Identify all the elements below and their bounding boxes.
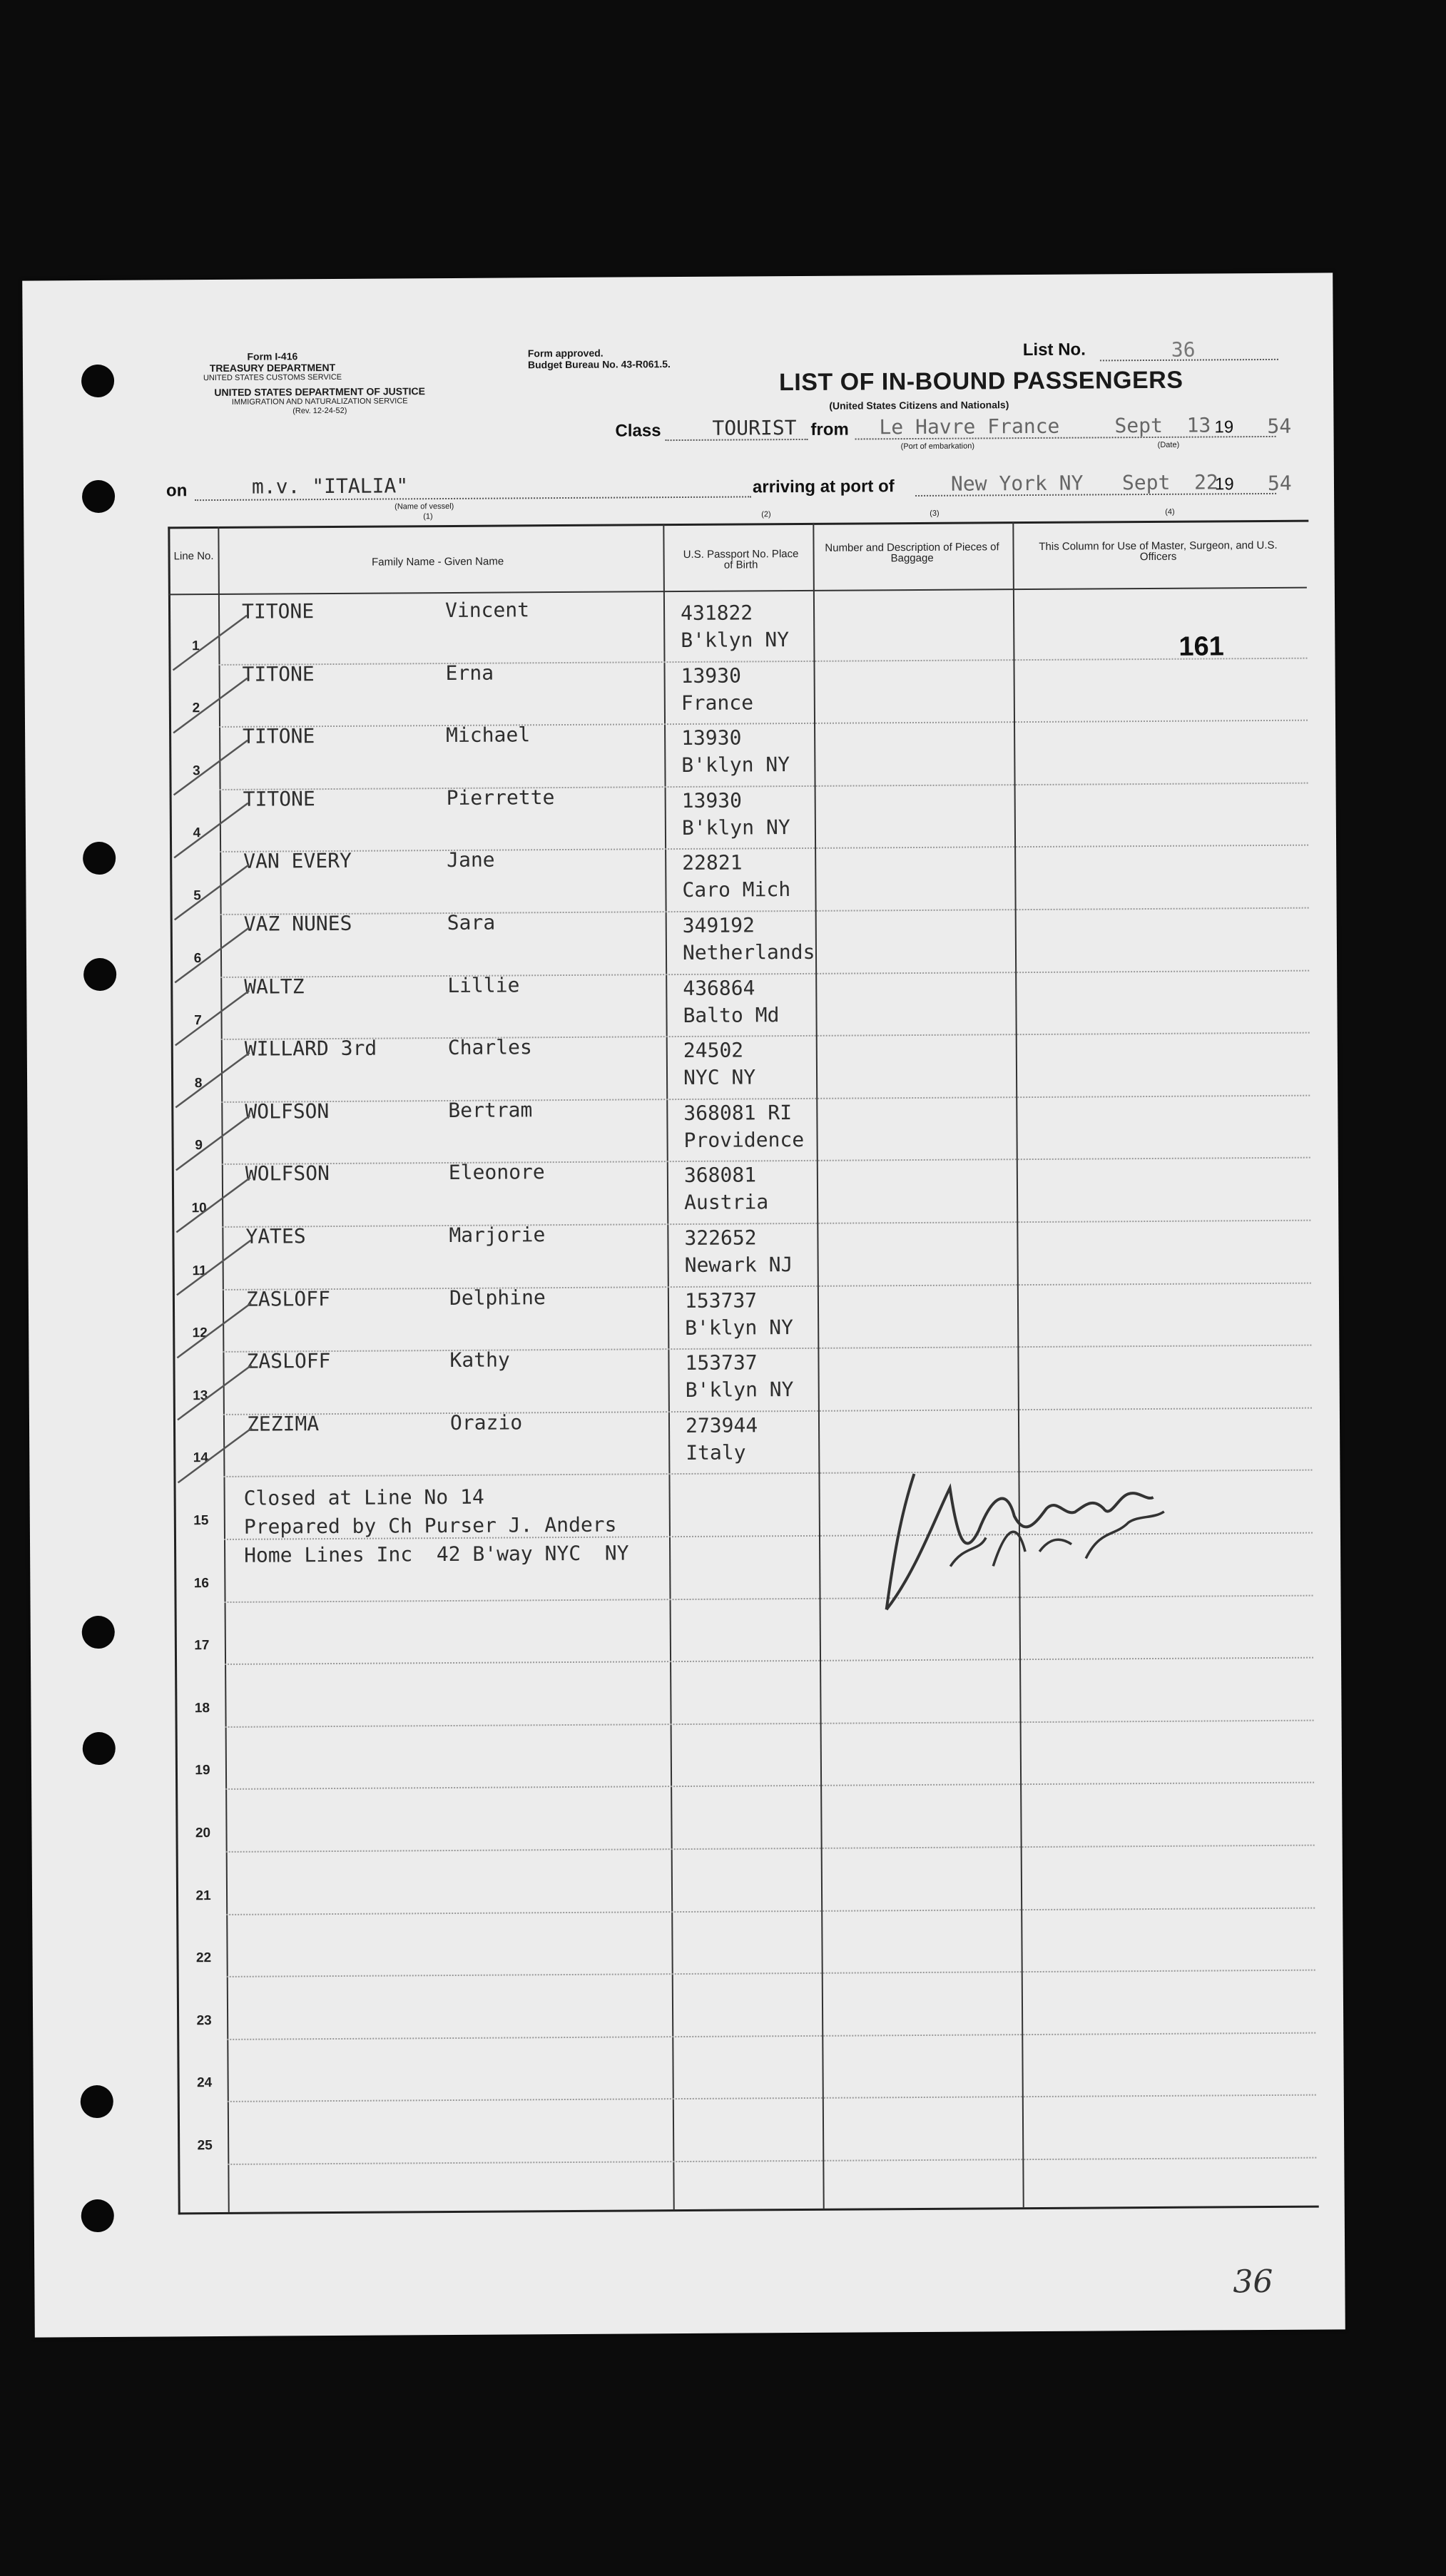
embark-caption: (Port of embarkation) — [900, 442, 975, 452]
given-name: Erna — [445, 661, 494, 685]
arriving-label: arriving at port of — [752, 477, 895, 497]
family-name: YATES — [245, 1224, 306, 1248]
check-mark — [168, 736, 254, 801]
family-name: WILLARD 3rd — [244, 1036, 377, 1061]
birthplace: Newark NJ — [684, 1253, 793, 1277]
given-name: Sara — [447, 910, 496, 935]
given-name: Delphine — [449, 1285, 546, 1310]
check-mark — [172, 1423, 258, 1488]
departure-year: 54 — [1267, 414, 1292, 438]
line-number: 15 — [193, 1513, 209, 1529]
arrival-date: Sept 22 — [1121, 470, 1218, 495]
family-name: ZASLOFF — [246, 1349, 331, 1373]
form-approved: Form approved. — [527, 347, 604, 360]
list-no-label: List No. — [1022, 340, 1086, 360]
closing-line-2: Prepared by Ch Purser J. Anders — [243, 1512, 617, 1539]
check-mark — [170, 1111, 256, 1176]
family-name: VAN EVERY — [243, 849, 352, 874]
line-number: 23 — [196, 2012, 212, 2028]
birthplace: Balto Md — [683, 1002, 780, 1027]
check-mark — [169, 924, 255, 989]
family-name: TITONE — [243, 786, 315, 811]
check-mark — [171, 1298, 258, 1363]
justice-label: UNITED STATES DEPARTMENT OF JUSTICE — [214, 385, 425, 398]
check-mark — [168, 798, 255, 863]
line-number: 7 — [194, 1013, 202, 1029]
check-mark — [170, 1236, 257, 1301]
date-caption: (Date) — [1157, 440, 1180, 449]
given-name: Charles — [447, 1035, 532, 1060]
line-number: 3 — [193, 763, 200, 778]
passport-number: 13930 — [681, 663, 742, 688]
check-mark — [170, 1049, 256, 1114]
class-value: TOURIST — [712, 416, 797, 440]
birthplace: Netherlands — [682, 940, 815, 964]
line-number: 14 — [193, 1450, 208, 1466]
given-name: Lillie — [447, 972, 520, 997]
family-name: TITONE — [242, 661, 315, 686]
check-mark — [171, 1361, 258, 1426]
family-name: VAZ NUNES — [243, 911, 352, 936]
passport-number: 13930 — [681, 788, 743, 813]
officer-signature — [871, 1430, 1193, 1631]
customs-label: UNITED STATES CUSTOMS SERVICE — [203, 372, 342, 383]
punch-hole — [82, 480, 115, 513]
punch-hole — [81, 365, 114, 397]
given-name: Bertram — [448, 1098, 533, 1122]
punch-hole — [81, 2085, 113, 2118]
justice-block — [163, 385, 477, 417]
birthplace: B'klyn NY — [681, 815, 790, 840]
approval-block — [528, 346, 742, 370]
agency-block — [166, 350, 380, 384]
line-number: 18 — [194, 1700, 210, 1716]
check-mark — [168, 861, 255, 926]
family-name: WOLFSON — [245, 1161, 330, 1186]
line-number: 8 — [194, 1075, 203, 1091]
line-number: 4 — [193, 825, 201, 841]
passport-number: 349192 — [682, 913, 755, 938]
check-mark — [170, 1174, 257, 1238]
punch-hole — [83, 842, 116, 875]
departure-date: Sept 13 — [1114, 413, 1211, 438]
arrival-port: New York NY — [950, 471, 1084, 496]
line-number: 17 — [194, 1638, 210, 1654]
passport-number: 322652 — [684, 1226, 757, 1250]
col-header-line-no: Line No. — [173, 550, 214, 563]
line-number: 1 — [191, 638, 200, 653]
check-mark — [169, 986, 255, 1051]
birthplace: Italy — [686, 1440, 746, 1465]
passport-number: 24502 — [683, 1038, 744, 1063]
family-name: ZEZIMA — [246, 1411, 320, 1436]
line-number: 24 — [197, 2075, 213, 2091]
given-name: Eleonore — [448, 1160, 545, 1185]
document-page — [22, 273, 1345, 2337]
birthplace: Austria — [684, 1190, 769, 1215]
line-number: 16 — [193, 1575, 209, 1591]
given-name: Marjorie — [449, 1223, 546, 1248]
passport-number: 368081 RI — [683, 1100, 793, 1125]
rev-label: (Rev. 12-24-52) — [292, 406, 347, 416]
caption-1: (1) — [423, 512, 433, 521]
form-number: Form I-416 — [247, 350, 298, 362]
birthplace: B'klyn NY — [681, 628, 790, 653]
stamp-number: 161 — [1178, 631, 1224, 662]
on-label: on — [166, 481, 188, 501]
page-title: LIST OF IN-BOUND PASSENGERS — [778, 366, 1183, 397]
caption-2: (2) — [761, 510, 771, 519]
passport-number: 436864 — [683, 975, 755, 1000]
col-header-baggage: Number and Description of Pieces of Baggage — [825, 541, 999, 565]
caption-4: (4) — [1165, 507, 1175, 516]
punch-hole — [81, 2199, 114, 2232]
line-number: 12 — [192, 1325, 208, 1341]
page-subtitle: (United States Citizens and Nationals) — [829, 399, 1009, 412]
list-no-value: 36 — [1171, 337, 1196, 362]
line-number: 19 — [195, 1763, 210, 1778]
treasury-label: TREASURY DEPARTMENT — [209, 361, 336, 375]
line-number: 5 — [193, 888, 201, 904]
line-number: 13 — [193, 1388, 208, 1404]
line-number: 11 — [192, 1263, 207, 1278]
vessel-name: m.v. "ITALIA" — [251, 474, 409, 499]
given-name: Jane — [447, 847, 495, 872]
punch-hole — [83, 1732, 116, 1765]
passport-number: 368081 — [683, 1163, 757, 1188]
closing-line-1: Closed at Line No 14 — [243, 1485, 484, 1510]
page-number-handwritten: 36 — [1233, 2263, 1273, 2301]
line-number: 25 — [197, 2138, 213, 2154]
family-name: TITONE — [243, 724, 315, 748]
year-prefix-1: 19 — [1214, 417, 1234, 437]
line-number: 20 — [195, 1826, 211, 1841]
col-header-passport: U.S. Passport No. Place of Birth — [683, 547, 799, 571]
passport-number: 431822 — [680, 601, 753, 626]
family-name: WOLFSON — [245, 1099, 330, 1124]
given-name: Orazio — [449, 1410, 523, 1435]
vessel-caption: (Name of vessel) — [394, 502, 454, 511]
passport-number: 153737 — [685, 1350, 758, 1375]
given-name: Michael — [446, 723, 531, 748]
given-name: Pierrette — [446, 785, 555, 810]
line-number: 6 — [193, 950, 202, 966]
given-name: Vincent — [444, 598, 530, 623]
line-number: 22 — [195, 1950, 212, 1966]
birthplace: NYC NY — [683, 1065, 756, 1090]
given-name: Kathy — [449, 1348, 510, 1373]
punch-hole — [83, 958, 116, 991]
col-header-name: Family Name - Given Name — [372, 555, 504, 569]
line-number: 9 — [195, 1138, 203, 1154]
budget-number: Budget Bureau No. 43-R061.5. — [527, 358, 671, 371]
line-number: 21 — [195, 1888, 211, 1903]
closing-line-3: Home Lines Inc 42 B'way NYC NY — [244, 1541, 629, 1567]
punch-hole — [82, 1616, 115, 1649]
birthplace: Caro Mich — [682, 877, 791, 902]
caption-3: (3) — [930, 509, 940, 518]
year-prefix-2: 19 — [1214, 474, 1234, 494]
passport-number: 13930 — [681, 726, 742, 750]
family-name: ZASLOFF — [245, 1286, 331, 1311]
immigration-label: IMMIGRATION AND NATURALIZATION SERVICE — [231, 397, 408, 407]
check-mark — [167, 611, 253, 676]
birthplace: B'klyn NY — [685, 1378, 794, 1402]
family-name: TITONE — [241, 599, 315, 623]
birthplace: France — [681, 690, 754, 715]
birthplace: B'klyn NY — [681, 753, 790, 778]
line-number: 10 — [191, 1201, 207, 1216]
passport-number: 22821 — [682, 850, 743, 875]
arrival-year: 54 — [1267, 471, 1292, 495]
family-name: WALTZ — [244, 974, 305, 999]
birthplace: Providence — [683, 1127, 805, 1152]
from-label: from — [810, 419, 849, 439]
col-header-officers: This Column for Use of Master, Surgeon, and U.S. Officers — [1039, 539, 1278, 564]
class-label: Class — [615, 421, 661, 441]
check-mark — [168, 673, 254, 738]
line-number: 2 — [192, 701, 200, 716]
passport-number: 153737 — [684, 1288, 758, 1313]
passport-number: 273944 — [685, 1413, 758, 1437]
port-of-embarkation: Le Havre France — [879, 414, 1060, 439]
birthplace: B'klyn NY — [685, 1315, 794, 1340]
